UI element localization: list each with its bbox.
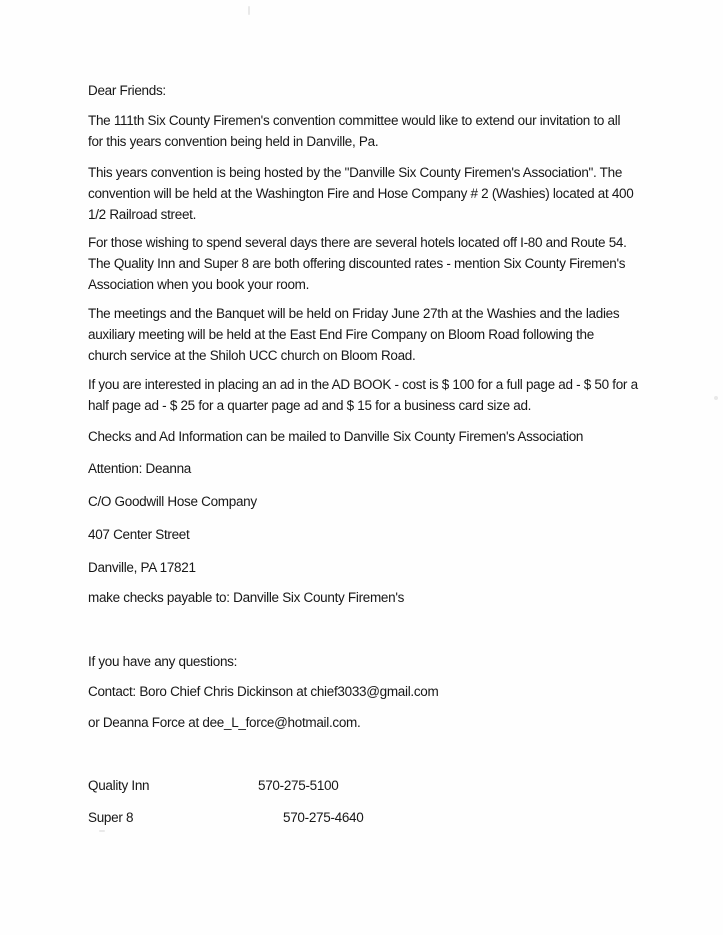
hotel-name: Quality Inn [88,778,150,793]
paragraph-meetings [88,303,688,366]
address-care-of [88,491,688,512]
hotel-name: Super 8 [88,810,134,825]
scan-artifact [99,830,105,832]
letter-line: Danville, PA 17821 [88,560,196,575]
questions-heading [88,651,688,672]
letter-line: church service at the Shiloh UCC church on Bloom Road. [88,348,416,363]
letter-line: Association when you book your room. [88,277,310,292]
salutation [88,80,688,101]
letter-line: or Deanna Force at dee_L_force@hotmail.com. [88,715,361,730]
letter-line: convention will be held at the Washington Fire and Hose Company # 2 (Washies) located at 400 [88,186,634,201]
letter-line: Checks and Ad Information can be mailed to Danville Six County Firemen's Association [88,429,584,444]
address-city [88,557,688,578]
paragraph-hotels [88,232,688,295]
address-attention [88,458,688,479]
letter-line: Contact: Boro Chief Chris Dickinson at chief3033@gmail.com [88,684,439,699]
letter-line: If you are interested in placing an ad in the AD BOOK - cost is $ 100 for a full page ad - $ 50 for a [88,377,638,392]
paragraph-ad-book [88,374,688,416]
letter-line: If you have any questions: [88,654,238,669]
hotel-phone: 570-275-4640 [283,810,364,825]
hotel-row-super-8 [88,807,488,828]
letter-line: 1/2 Railroad street. [88,207,197,222]
checks-payable-note [88,587,688,608]
letter-line: Dear Friends: [88,83,166,98]
letter-line: make checks payable to: Danville Six County Firemen's [88,590,405,605]
letter-line: Attention: Deanna [88,461,191,476]
letter-line: half page ad - $ 25 for a quarter page ad and $ 15 for a business card size ad. [88,398,532,413]
letter-line: 407 Center Street [88,527,190,542]
letter-line: auxiliary meeting will be held at the East End Fire Company on Bloom Road following the [88,327,594,342]
letter-line: C/O Goodwill Hose Company [88,494,257,509]
address-street [88,524,688,545]
hotel-row-quality-inn [88,775,488,796]
letter-line: For those wishing to spend several days there are several hotels located off I-80 and Route 54. [88,235,627,250]
letter-line: This years convention is being hosted by the "Danville Six County Firemen's Association". The [88,165,623,180]
letter-line: The meetings and the Banquet will be held on Friday June 27th at the Washies and the ladies [88,306,620,321]
paragraph-host-location [88,162,688,225]
paragraph-invitation [88,110,688,152]
scan-artifact [714,396,718,400]
scan-artifact [248,6,250,15]
contact-line-deanna [88,712,688,733]
paragraph-checks-mailing [88,426,688,447]
letter-line: The Quality Inn and Super 8 are both offering discounted rates - mention Six County Firemen's [88,256,626,271]
contact-line-chief [88,681,688,702]
letter-line: The 111th Six County Firemen's convention committee would like to extend our invitation to all [88,113,621,128]
hotel-phone: 570-275-5100 [258,778,339,793]
letter-line: for this years convention being held in Danville, Pa. [88,134,379,149]
